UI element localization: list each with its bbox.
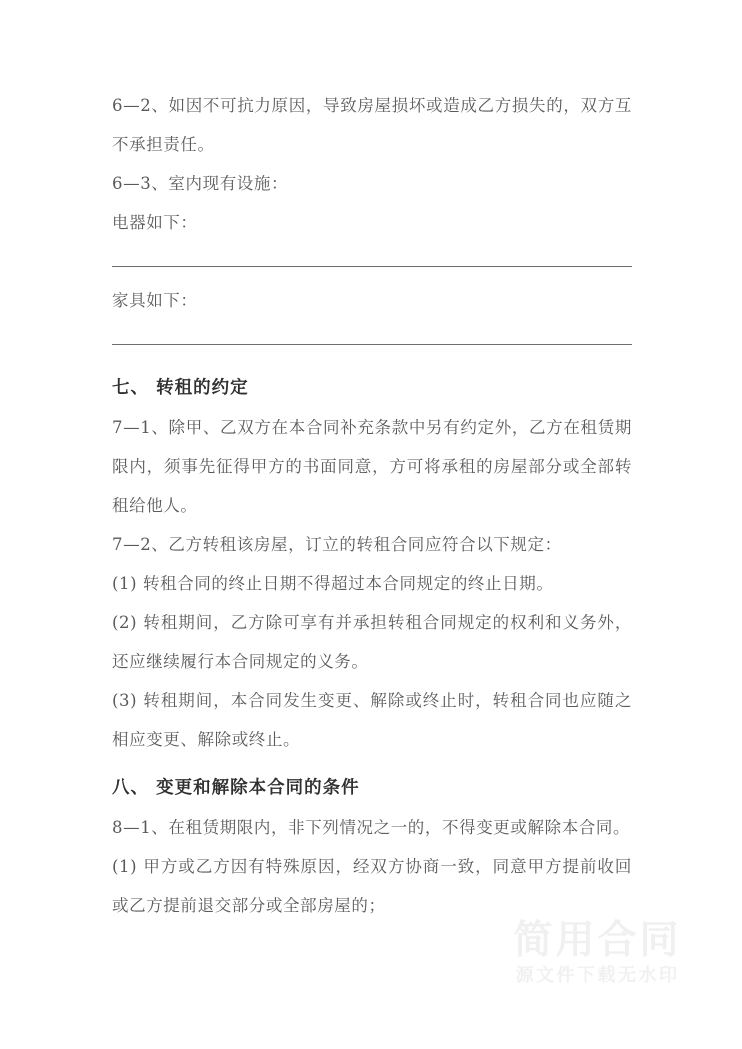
section-spacer-2 xyxy=(112,759,632,769)
heading-section-7: 七、 转租的约定 xyxy=(112,378,249,398)
paragraph-furniture-label: 家具如下： xyxy=(112,291,198,310)
paragraph-clause-7-2: 7—2、乙方转租该房屋，订立的转租合同应符合以下规定： xyxy=(112,535,562,554)
furniture-fill-line xyxy=(112,320,632,359)
document-body xyxy=(112,86,632,925)
paragraph-appliances-label: 电器如下： xyxy=(112,213,198,232)
heading-section-8: 八、 变更和解除本合同的条件 xyxy=(112,778,360,798)
paragraph-clause-7-2-item-1: (1) 转租合同的终止日期不得超过本合同规定的终止日期。 xyxy=(112,574,554,593)
paragraph-clause-8-1: 8—1、在租赁期限内，非下列情况之一的，不得变更或解除本合同。 xyxy=(112,818,631,837)
appliances-fill-line xyxy=(112,242,632,281)
paragraph-clause-7-1: 7—1、除甲、乙双方在本合同补充条款中另有约定外，乙方在租赁期限内，须事先征得甲方的书面同意，方可将承租的房屋部分或全部转租给他人。 xyxy=(112,418,632,515)
paragraph-clause-6-2: 6—2、如因不可抗力原因，导致房屋损坏或造成乙方损失的，双方互不承担责任。 xyxy=(112,96,632,154)
watermark xyxy=(505,918,690,988)
paragraph-clause-7-2-item-2: (2) 转租期间，乙方除可享有并承担转租合同规定的权利和义务外，还应继续履行本合同规定的义务。 xyxy=(112,613,632,671)
paragraph-clause-6-3: 6—3、室内现有设施： xyxy=(112,174,289,193)
paragraph-clause-7-2-item-3: (3) 转租期间，本合同发生变更、解除或终止时，转租合同也应随之相应变更、解除或终止。 xyxy=(112,691,632,749)
section-spacer xyxy=(112,359,632,369)
watermark-subtitle: 源文件下载无水印 xyxy=(515,965,680,986)
watermark-title: 简用合同 xyxy=(513,918,682,963)
paragraph-clause-8-1-item-1: (1) 甲方或乙方因有特殊原因，经双方协商一致，同意甲方提前收回或乙方提前退交部分或全部房屋的； xyxy=(112,857,632,915)
